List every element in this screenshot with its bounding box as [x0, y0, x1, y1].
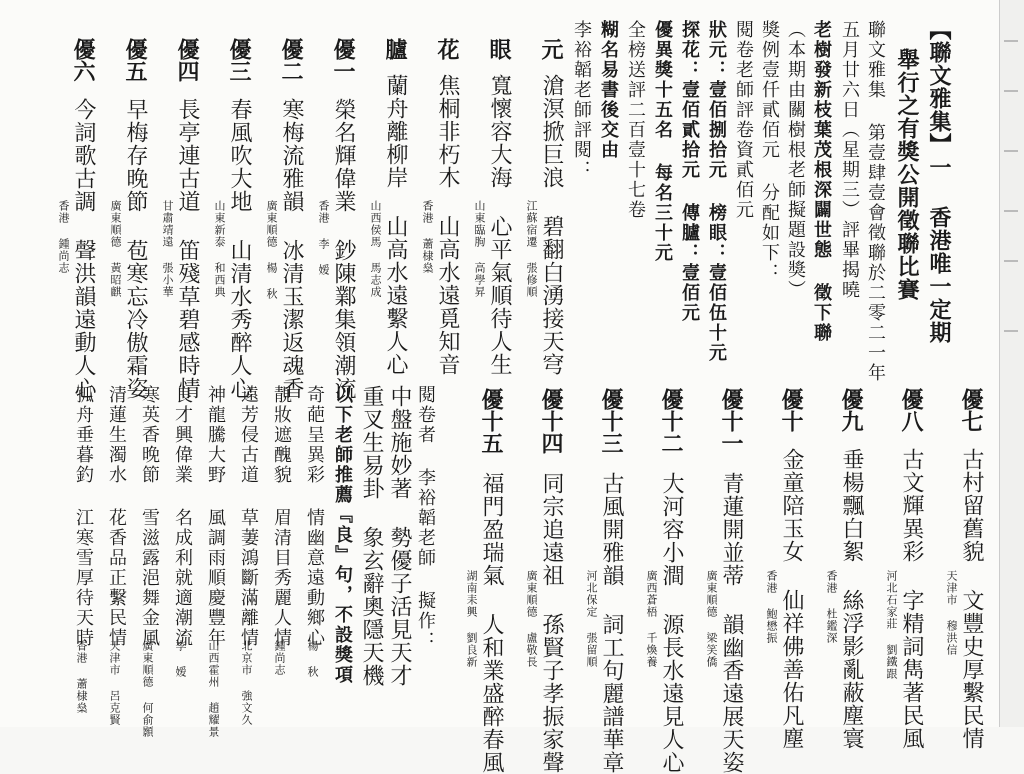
winner-couplet: 寒梅流雅韻 冰清玉潔返魂香: [279, 98, 304, 400]
winner-author: 廣東順德 楊 秋: [265, 200, 278, 300]
winner-author: 江蘇宿遷 張修順: [525, 200, 538, 298]
winner-couplet: 福門盈瑞氣 人和業盛醉春風: [479, 472, 504, 774]
winner-couplet: 寬懷容大海 心平氣順待人生: [487, 74, 512, 376]
winner-couplet: 今詞歌古調 聲洪韻遠動人心: [71, 98, 96, 400]
examiner-couplet: 中盤施妙著 勢優子活見天才: [387, 385, 412, 687]
recommended-couplet: 奇葩呈異彩 情幽意遠動鄉心: [304, 385, 325, 648]
winner-rank: 優十四: [538, 388, 564, 454]
winner-couplet: 長亭連古道 笛殘草碧感時情: [175, 98, 200, 400]
intro-line: 閱卷老師評卷資貳佰元: [733, 20, 754, 220]
winner-author: 廣西蒼梧 千煥養: [645, 570, 658, 668]
recommended-couplet: 靚妝遮醜貌 眉清目秀麗人情: [271, 385, 292, 648]
intro-line: 聯文雅集 第壹肆壹會徵聯於二零二一年: [865, 20, 886, 383]
winner-author: 山西侯馬 馬志成: [369, 200, 382, 298]
intro-line: 糊名易書後交由: [598, 20, 619, 160]
winner-rank: 優二: [278, 38, 304, 82]
intro-prizes: 探花：壹佰貳拾元 傳臚：壹佰元: [679, 20, 700, 323]
winner-rank: 優八: [898, 388, 924, 432]
winner-rank: 優六: [70, 38, 96, 82]
intro-topic: 老樹發新枝葉茂根深闢世態 徵下聯: [811, 20, 832, 343]
winner-couplet: 春風吹大地 山清水秀醉人心: [227, 98, 252, 400]
winner-author: 廣東順德 黃昭麒: [109, 200, 122, 298]
winner-couplet: 蘭舟離柳岸 山高水遠繫人心: [383, 74, 408, 376]
intro-merit: 優異獎十五名 每名三十元: [652, 20, 673, 263]
winner-rank: 優十: [778, 388, 804, 432]
winner-author: 山東臨朐 高學昇: [473, 200, 486, 298]
intro-prizes: 狀元：壹佰捌拾元 榜眼：壹佰伍十元: [706, 20, 727, 363]
winner-author: 山東新泰 和西典: [213, 200, 226, 298]
winner-author: 河北石家莊 劉鐵跟: [885, 570, 898, 680]
winner-couplet: 垂楊飄白絮 絲浮影亂蔽塵寰: [839, 448, 864, 750]
winner-rank: 臚: [382, 38, 408, 60]
title-line-1: 【聯文雅集】一 香港唯一定期: [926, 18, 952, 344]
winner-couplet: 金童陪玉女 仙祥佛善佑凡塵: [779, 448, 804, 750]
winner-author: 甘肅靖遠 張小華: [161, 200, 174, 298]
winner-rank: 優四: [174, 38, 200, 82]
recommended-couplet: 清蓮生濁水 花香品正繫民情: [106, 385, 127, 648]
recommended-author: 山西霍州 趙耀景: [207, 640, 220, 738]
recommended-author: 廣東順德 何俞顥: [141, 640, 154, 738]
winner-rank: 優九: [838, 388, 864, 432]
winner-couplet: 大河容小澗 源長水遠見人心: [659, 472, 684, 774]
winner-rank: 優三: [226, 38, 252, 82]
winner-author: 湖南耒興 劉良新: [465, 570, 478, 668]
winner-rank: 優十二: [658, 388, 684, 454]
recommended-author: 鍾尚志: [273, 640, 286, 676]
winner-rank: 元: [538, 38, 564, 60]
recommended-couplet: 神龍騰大野 風調雨順慶豐年: [205, 385, 226, 648]
winner-rank: 優十一: [718, 388, 744, 454]
winner-author: 香港 杜鑑深: [825, 570, 838, 644]
winner-rank: 優七: [958, 388, 984, 432]
intro-line: （本期由關樹根老師擬題設獎）: [785, 20, 806, 300]
recommended-author: 楊 秋: [306, 640, 319, 678]
intro-examiner: 李裕韜老師評閱：: [571, 20, 592, 180]
winner-couplet: 古風開雅韻 詞工句麗譜華章: [599, 472, 624, 774]
recommended-note: 以下老師推薦『良』句，不設獎項: [332, 385, 353, 685]
winner-author: 廣東順德 盧敬長: [525, 570, 538, 668]
winner-couplet: 滄溟掀巨浪 碧翻白湧接天穹: [539, 74, 564, 376]
recommended-author: 天津市 呂克賢: [108, 640, 121, 726]
winner-couplet: 同宗追遠祖 孫賢子孝振家聲: [539, 472, 564, 774]
recommended-author: 香港 蕭棣燊: [75, 640, 88, 714]
winner-couplet: 青蓮開並蒂 韻幽香遠展天姿: [719, 472, 744, 774]
winner-author: 天津市 穆洪信: [945, 570, 958, 656]
intro-line: 全榜送評二百壹十七卷: [625, 20, 646, 220]
winner-author: 香港 蕭棣燊: [421, 200, 434, 274]
winner-rank: 優十五: [478, 388, 504, 454]
recommended-author: 北京市 強文久: [240, 640, 253, 726]
winner-couplet: 古文輝異彩 字精詞雋著民風: [899, 448, 924, 750]
winner-author: 廣東順德 梁笑僑: [705, 570, 718, 668]
winner-author: 香港 李 嫒: [317, 200, 330, 276]
winner-author: 香港 鮑懋振: [765, 570, 778, 644]
winner-couplet: 古村留舊貌 文豐史厚繫民情: [959, 448, 984, 750]
winner-rank: 優一: [330, 38, 356, 82]
winner-rank: 優五: [122, 38, 148, 82]
title-line-2: 舉行之有獎公開徵聯比賽: [894, 48, 920, 301]
winner-author: 河北保定 張留順: [585, 570, 598, 668]
winner-couplet: 榮名輝偉業 鈔陳鄴集領潮流: [331, 98, 356, 400]
recommended-couplet: 良才興偉業 名成利就適潮流: [172, 385, 193, 648]
examiner-line: 閱卷者 李裕韜老師 擬作：: [415, 385, 436, 651]
recommended-author: 李 嫒: [174, 640, 187, 678]
winner-rank: 優十三: [598, 388, 624, 454]
winner-couplet: 早梅存晚節 苞寒忘冷傲霜姿: [123, 98, 148, 400]
recommended-couplet: 孤舟垂暮釣 江寒雪厚待天時: [73, 385, 94, 648]
winner-rank: 眼: [486, 38, 512, 60]
intro-line: 五月廿六日（星期三）評畢揭曉: [839, 20, 860, 300]
winner-author: 香港 鍾尚志: [57, 200, 70, 274]
examiner-couplet: 重叉生易卦 象玄辭奧隱天機: [359, 385, 384, 687]
adjacent-page-edge: [999, 0, 1024, 727]
winner-rank: 花: [434, 38, 460, 60]
winner-couplet: 焦桐非朽木 山高水遠覓知音: [435, 74, 460, 376]
recommended-couplet: 遠芳侵古道 草萋鴻斷滿離情: [238, 385, 259, 648]
recommended-couplet: 寒英香晚節 雪滋露浥舞金風: [139, 385, 160, 648]
intro-line: 獎例壹仟貳佰元 分配如下：: [759, 20, 780, 283]
